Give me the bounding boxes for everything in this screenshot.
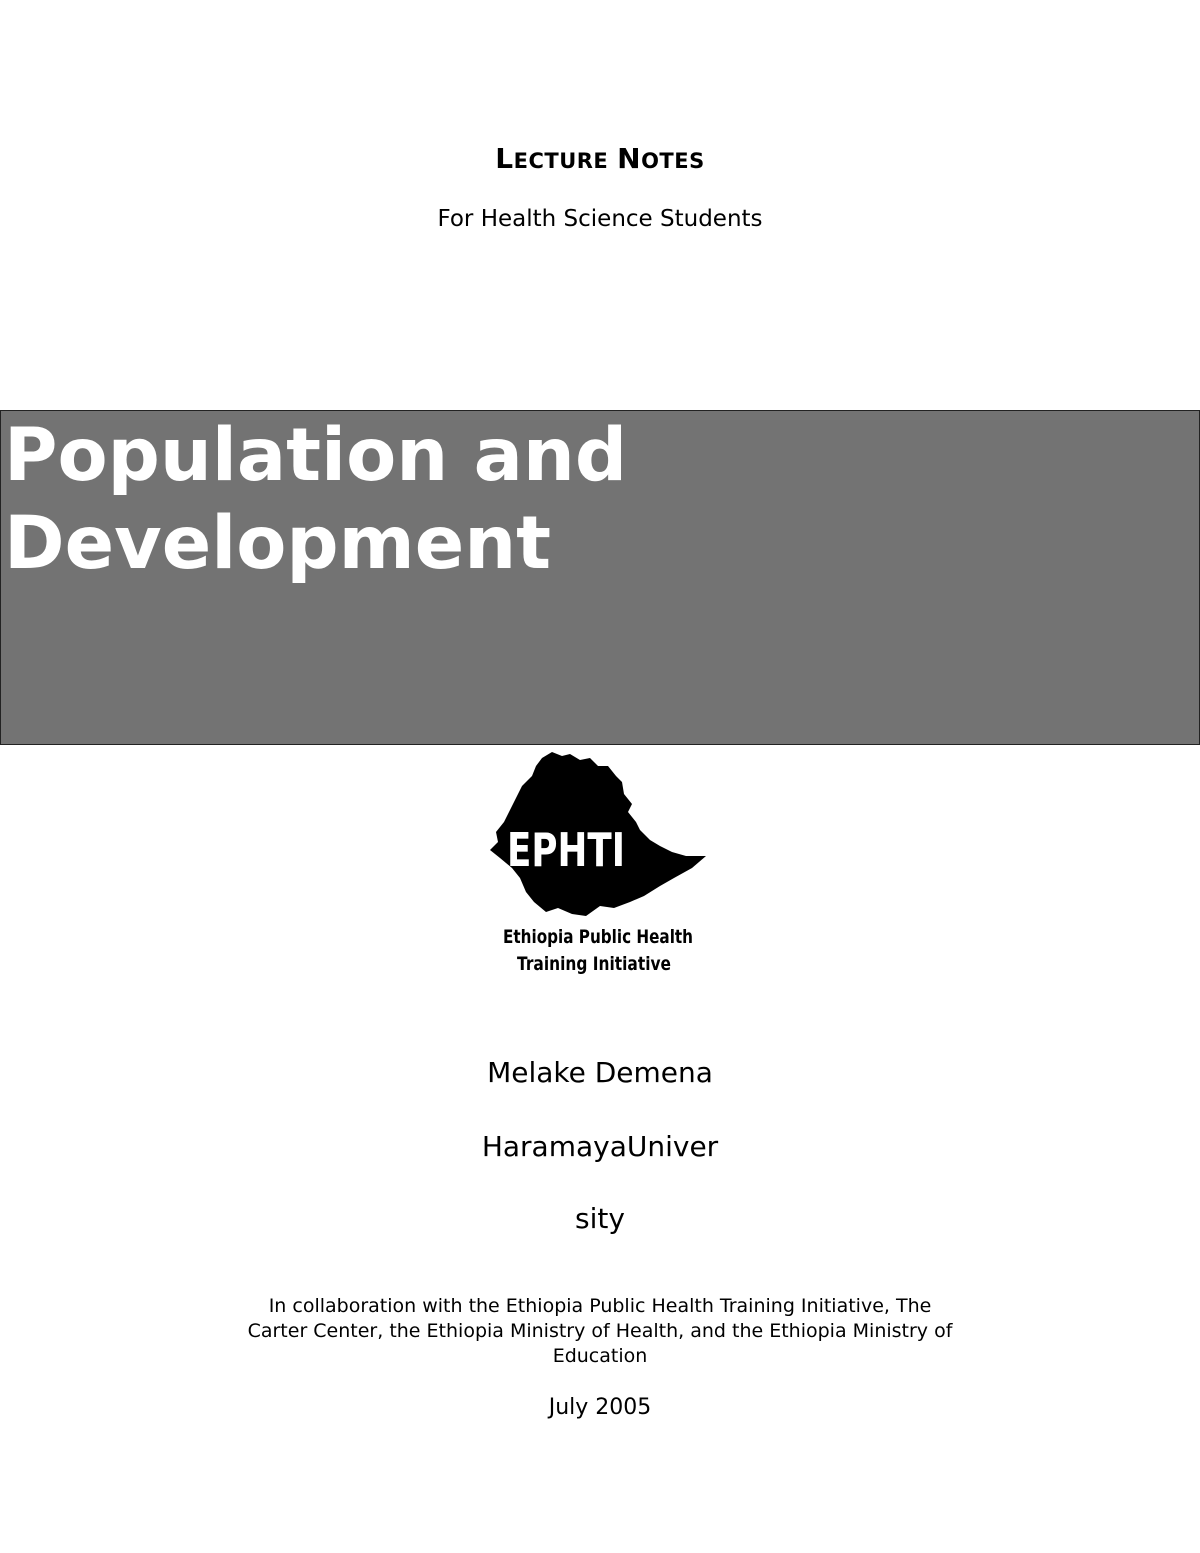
series-second-initial: N — [617, 142, 642, 175]
series-title — [0, 142, 1200, 175]
author-affiliation-line-2: sity — [575, 1202, 625, 1235]
logo-caption-line-2: Training Initiative — [517, 953, 671, 975]
logo-mark-text: EPHTI — [507, 823, 625, 877]
collaboration-line-1: In collaboration with the Ethiopia Public Health Training Initiative, The — [268, 1295, 932, 1317]
series-second-rest: OTES — [641, 149, 705, 173]
title-line-1: Population and — [4, 413, 628, 498]
author-affiliation-line-1: HaramayaUniver — [481, 1130, 719, 1163]
collaboration-note — [190, 1294, 1010, 1369]
page-title — [4, 412, 627, 588]
audience-subtitle: For Health Science Students — [437, 206, 763, 232]
title-line-2: Development — [4, 501, 552, 586]
series-first-initial: L — [495, 142, 514, 175]
author-name: Melake Demena — [487, 1056, 713, 1089]
collaboration-line-2: Carter Center, the Ethiopia Ministry of Health, and the Ethiopia Ministry of — [247, 1320, 953, 1342]
series-first-rest: ECTURE — [513, 149, 609, 173]
logo-caption-line-1: Ethiopia Public Health — [503, 926, 693, 948]
collaboration-line-3: Education — [552, 1345, 648, 1367]
publication-date: July 2005 — [548, 1395, 652, 1420]
ephti-logo — [486, 750, 716, 980]
